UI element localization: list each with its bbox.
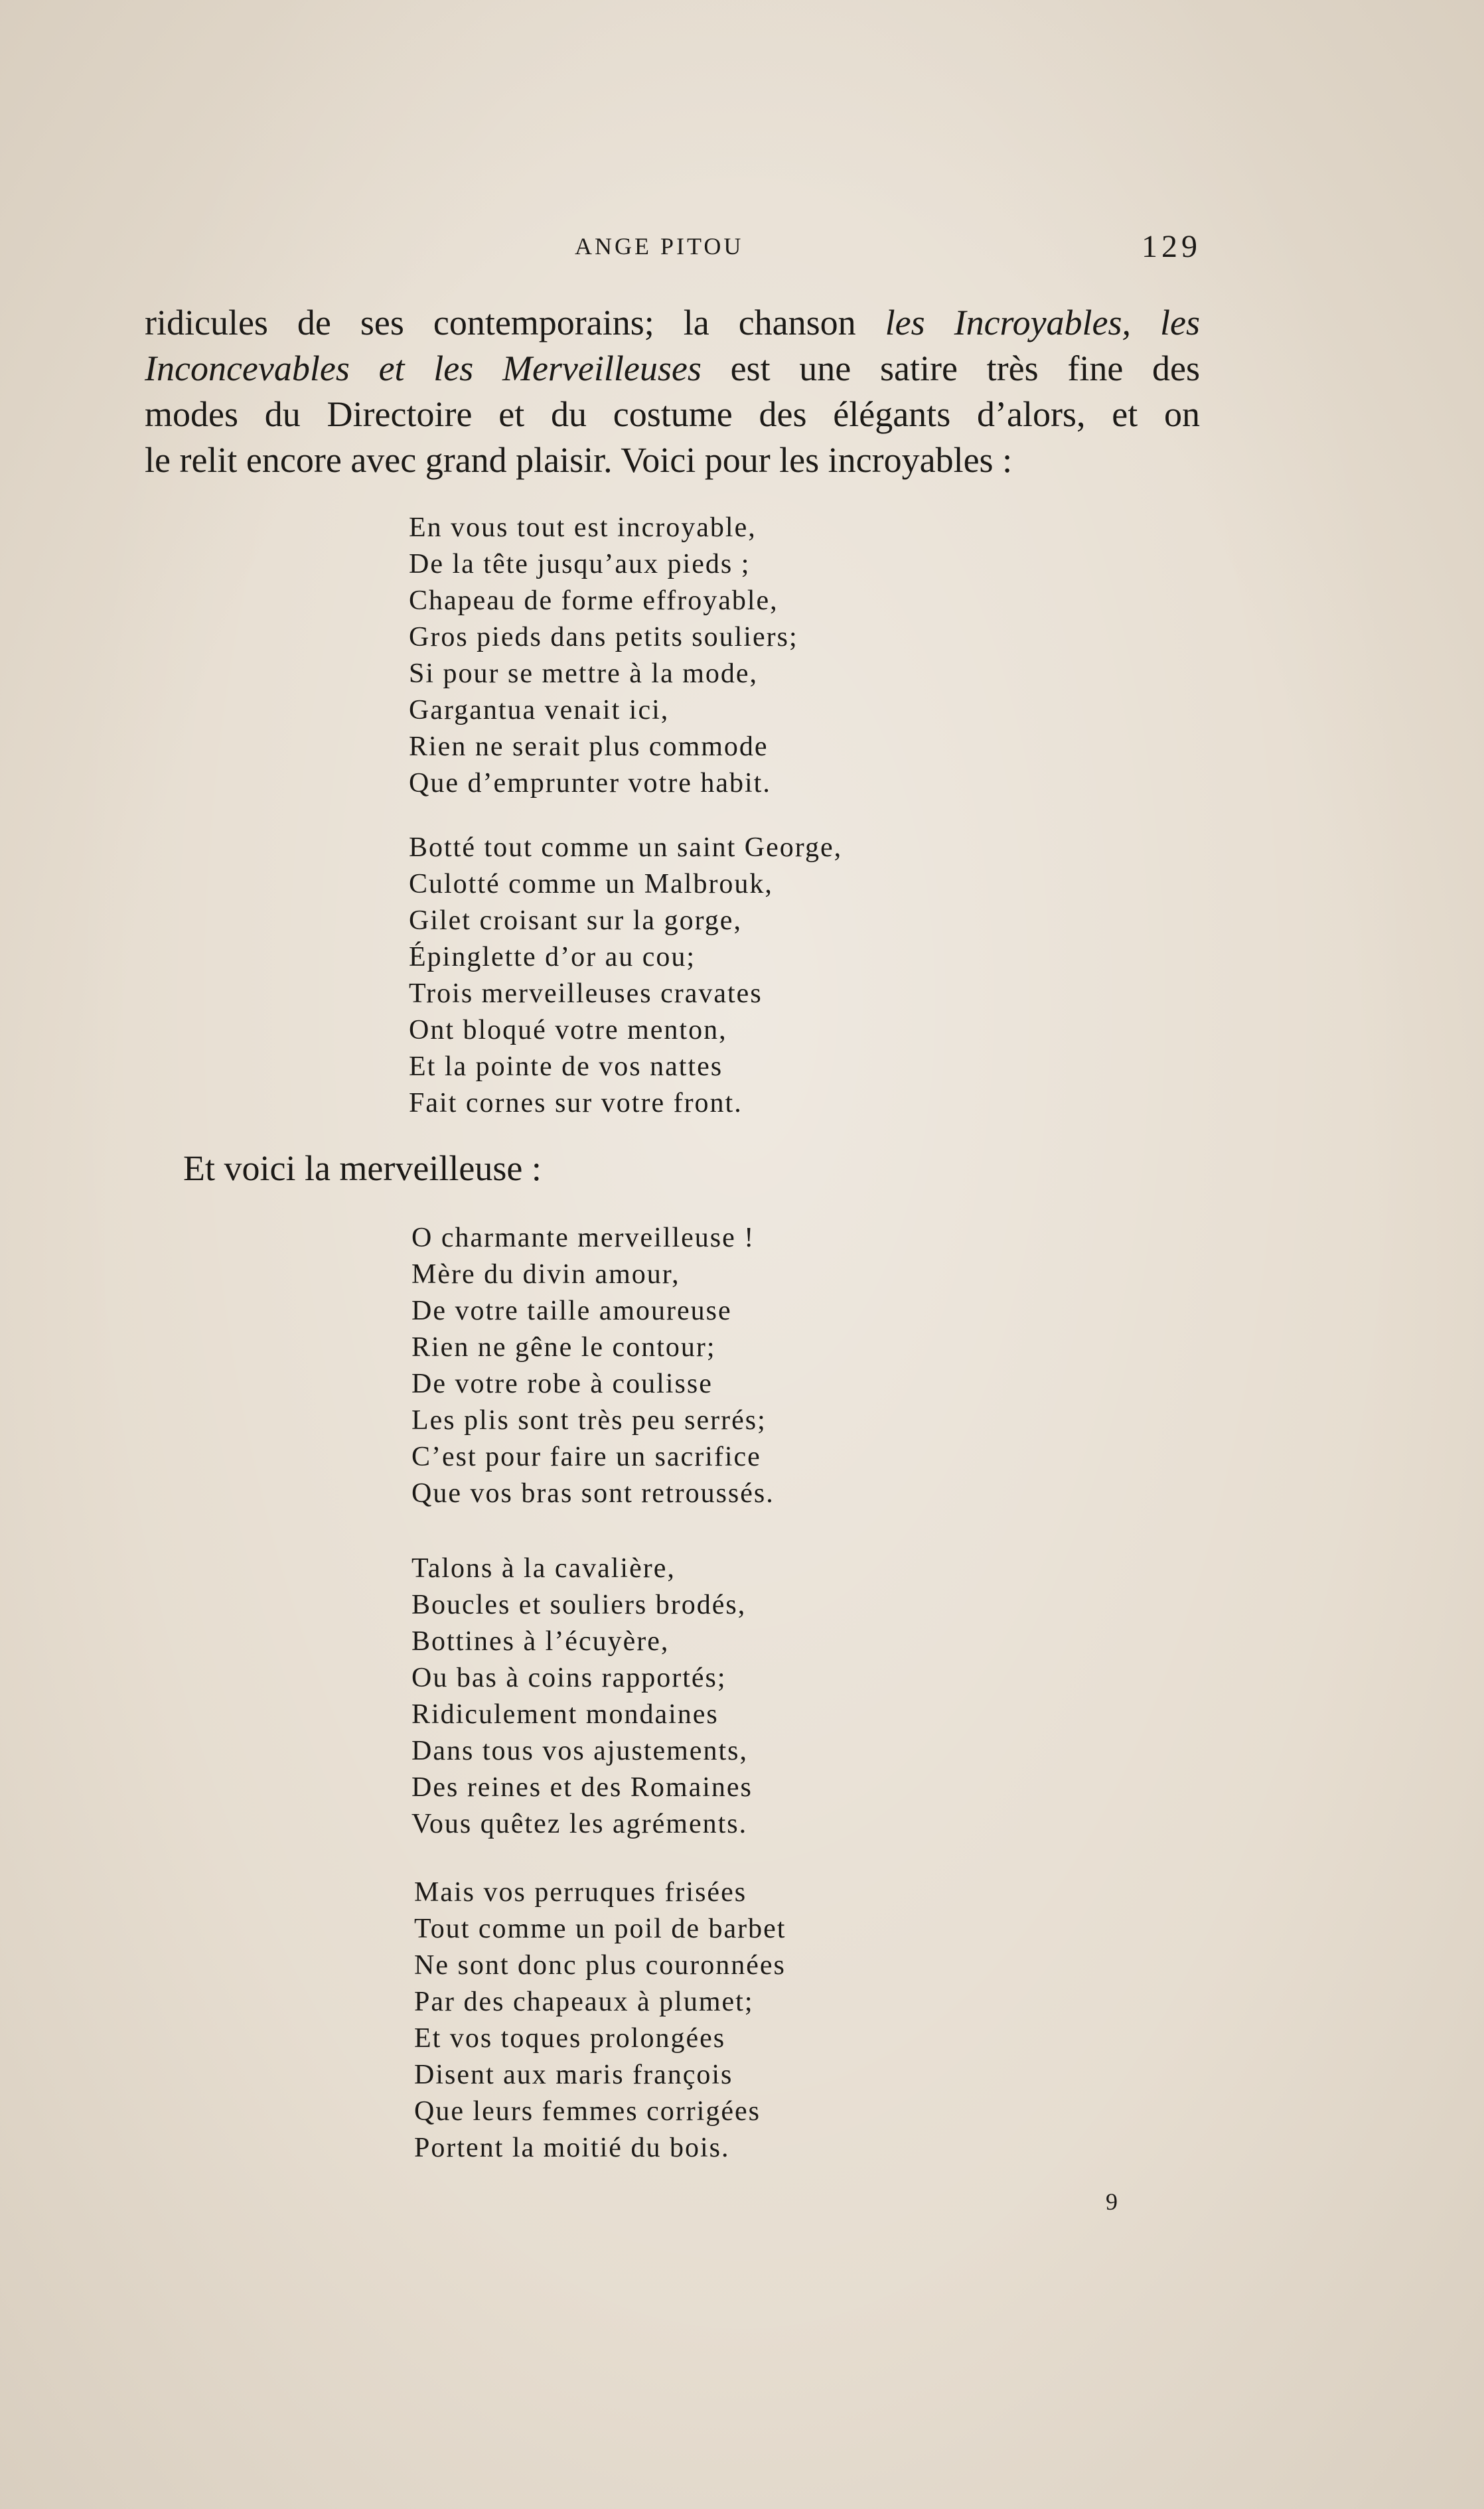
verse-line: Culotté comme un Malbrouk,	[409, 869, 773, 899]
verse-line: Botté tout comme un saint George,	[409, 832, 843, 863]
verse-line: Des reines et des Romaines	[411, 1772, 753, 1803]
prose-line: le relit encore avec grand plaisir. Voici pour les incroyables :	[145, 440, 1013, 480]
verse-line: Gros pieds dans petits souliers;	[409, 622, 798, 652]
verse-line: Bottines à l’écuyère,	[411, 1626, 670, 1657]
prose-line: modes du Directoire et du costume des élégants d’alors, et on	[145, 394, 1200, 434]
verse-line: De votre taille amoureuse	[411, 1296, 732, 1326]
verse-line: Ont bloqué votre menton,	[409, 1015, 727, 1045]
verse-line: Mère du divin amour,	[411, 1259, 680, 1290]
verse-line: Que d’emprunter votre habit.	[409, 768, 771, 798]
verse-line: Chapeau de forme effroyable,	[409, 585, 779, 616]
verse-line: Par des chapeaux à plumet;	[414, 1987, 754, 2017]
verse-line: Portent la moitié du bois.	[414, 2133, 730, 2163]
verse-line: Ou bas à coins rapportés;	[411, 1663, 727, 1693]
verse-line: Dans tous vos ajustements,	[411, 1736, 748, 1766]
verse-line: Boucles et souliers brodés,	[411, 1590, 747, 1620]
verse-line: De la tête jusqu’aux pieds ;	[409, 549, 751, 579]
verse-line: Épinglette d’or au cou;	[409, 942, 696, 972]
verse-line: Mais vos perruques frisées	[414, 1877, 747, 1908]
verse-line: En vous tout est incroyable,	[409, 512, 757, 543]
page-number: 129	[1142, 229, 1201, 264]
prose-paragraph	[145, 300, 1200, 483]
running-title: ANGE PITOU	[575, 233, 744, 260]
signature-mark: 9	[1106, 2188, 1118, 2215]
verse-line: Si pour se mettre à la mode,	[409, 658, 759, 689]
verse-line: Tout comme un poil de barbet	[414, 1914, 786, 1944]
intro-line: Et voici la merveilleuse :	[183, 1148, 542, 1188]
verse-line: Que vos bras sont retroussés.	[411, 1478, 775, 1509]
stanza-merveilleuse-1	[411, 1220, 775, 1512]
verse-line: Et la pointe de vos nattes	[409, 1051, 723, 1082]
song-title-text: Inconcevables et les Merveilleuses	[145, 348, 702, 388]
verse-line: Gargantua venait ici,	[409, 695, 670, 725]
verse-line: O charmante merveilleuse !	[411, 1223, 755, 1253]
stanza-merveilleuse-2	[411, 1551, 753, 1843]
prose-text: est une satire très fine des	[701, 348, 1201, 388]
verse-line: Ne sont donc plus couronnées	[414, 1950, 786, 1981]
verse-line: Rien ne gêne le contour;	[411, 1332, 716, 1363]
verse-line: C’est pour faire un sacrifice	[411, 1442, 761, 1472]
verse-line: Vous quêtez les agréments.	[411, 1809, 748, 1839]
verse-line: Talons à la cavalière,	[411, 1553, 676, 1584]
verse-line: Ridiculement mondaines	[411, 1699, 719, 1730]
verse-line: Disent aux maris françois	[414, 2060, 733, 2090]
prose-text: ridicules de ses contemporains; la chanson	[145, 303, 885, 342]
stanza-merveilleuse-3	[414, 1874, 786, 2167]
prose-line	[145, 300, 1200, 346]
verse-line: Fait cornes sur votre front.	[409, 1088, 743, 1118]
verse-line: De votre robe à coulisse	[411, 1369, 713, 1399]
verse-line: Les plis sont très peu serrés;	[411, 1405, 767, 1436]
verse-line: Que leurs femmes corrigées	[414, 2096, 761, 2127]
verse-line: Trois merveilleuses cravates	[409, 978, 763, 1009]
song-title-text: les Incroyables, les	[885, 303, 1200, 342]
verse-line: Gilet croisant sur la gorge,	[409, 905, 742, 936]
verse-line: Et vos toques prolongées	[414, 2023, 726, 2054]
verse-line: Rien ne serait plus commode	[409, 731, 769, 762]
prose-line	[145, 346, 1200, 392]
stanza-incroyables-1	[409, 510, 798, 802]
stanza-incroyables-2	[409, 830, 842, 1122]
